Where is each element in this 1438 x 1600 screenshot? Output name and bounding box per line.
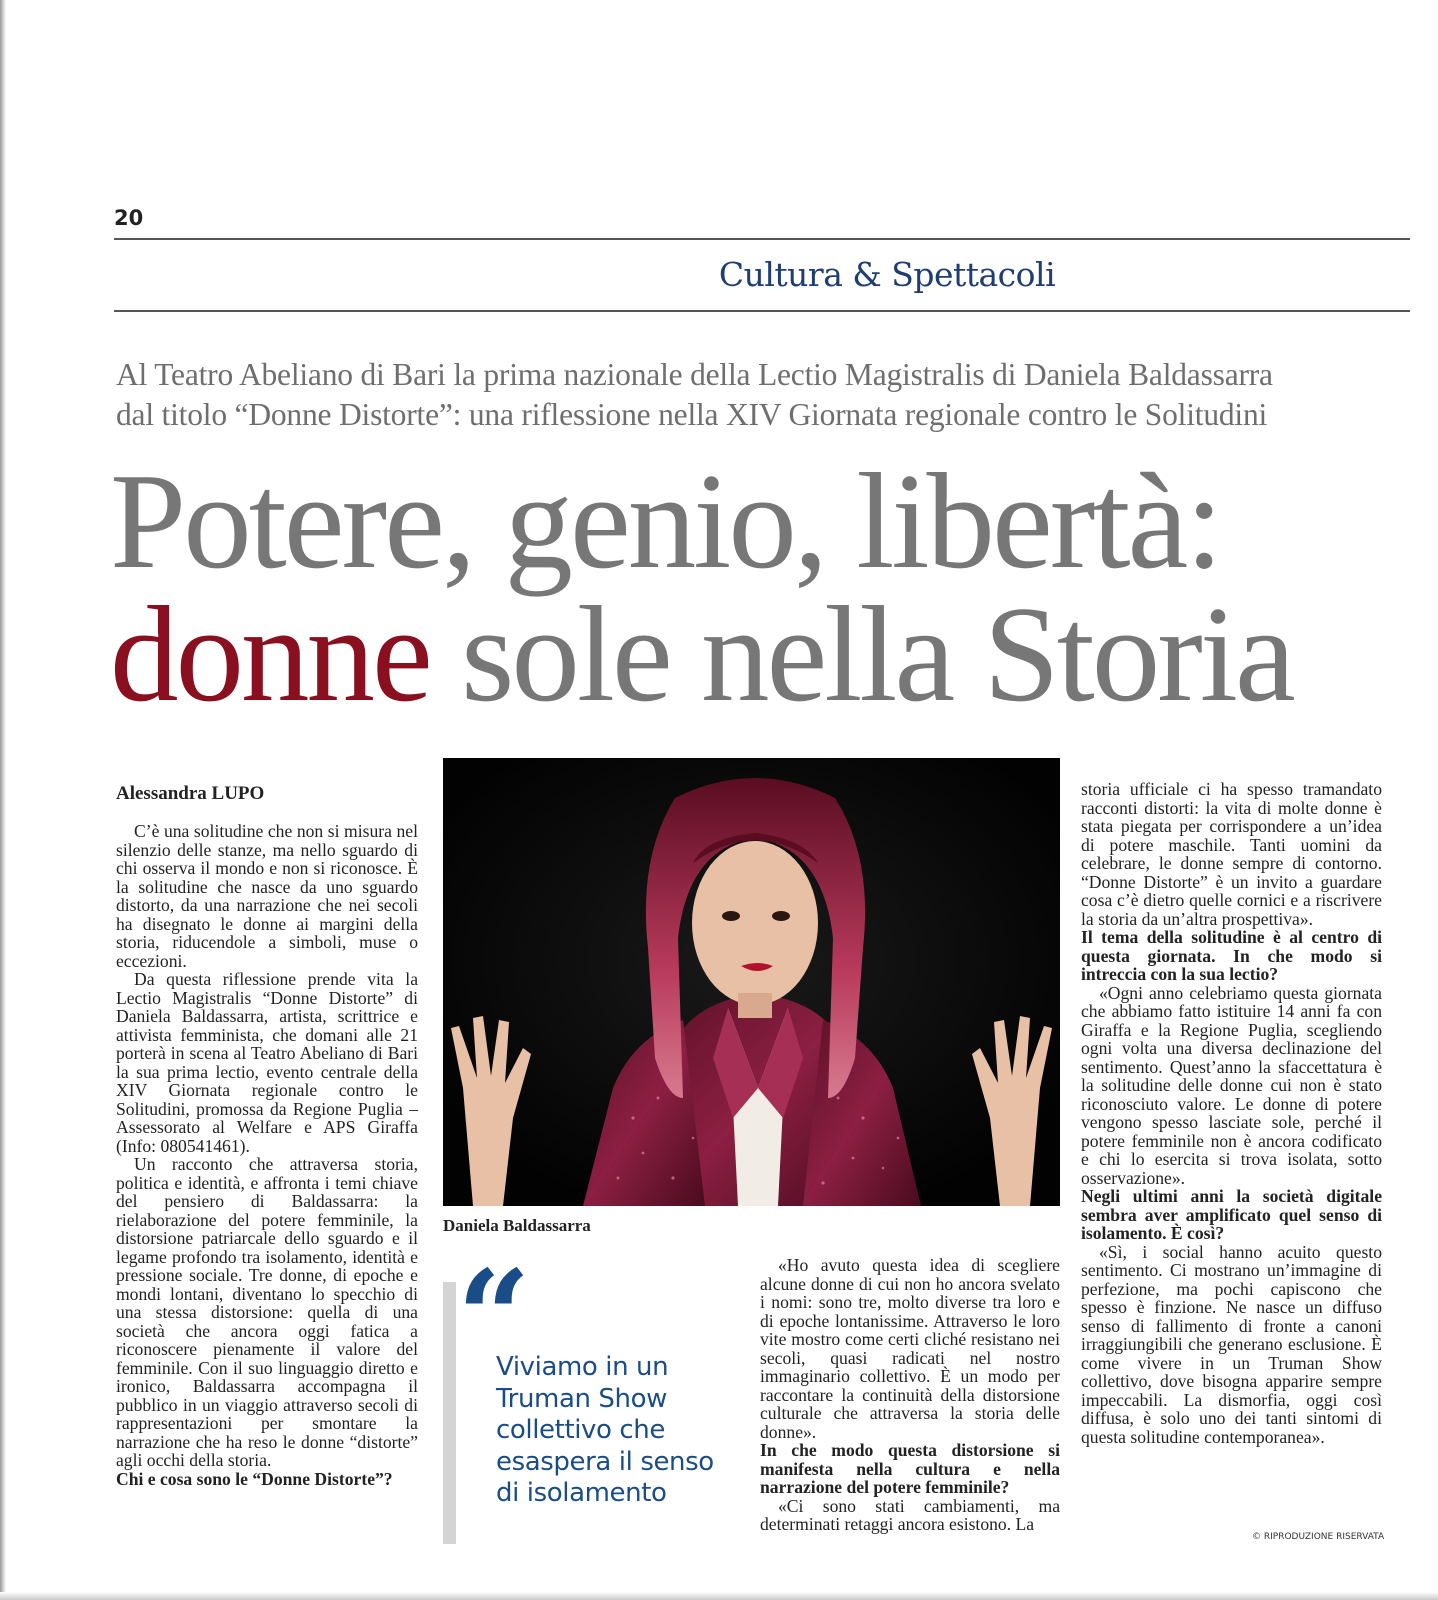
article-column-4 xyxy=(1081,780,1382,1446)
byline: Alessandra LUPO xyxy=(116,783,265,804)
page-bottom-edge xyxy=(0,1592,1438,1600)
section-rule xyxy=(114,310,1410,312)
headline-line-2 xyxy=(110,578,1420,730)
portrait-photo xyxy=(443,758,1060,1206)
kicker xyxy=(116,355,1412,435)
paragraph: storia ufficiale ci ha spesso tramandato racconti distorti: la vita di molte donne è stata piegata per corrispondere a un’idea di potere maschile. Tanti uomini da celebrare, le donne sempre di contorno. “Donne Distorte” è un invito a guardare cosa c’è dietro quelle cornici e a riscrivere la storia da un’altra prospettiva». xyxy=(1081,779,1382,929)
interview-question: Chi e cosa sono le “Donne Distorte”? xyxy=(116,1468,393,1489)
pull-quote xyxy=(443,1243,743,1544)
paragraph: «Ci sono stati cambiamenti, ma determinati retaggi ancora esistono. La xyxy=(760,1495,1060,1534)
paragraph: «Ogni anno celebriamo questa giornata che abbiamo fatto istituire 14 anni fa con Giraffa e la Regione Puglia, scegliendo ogni volta una diversa declinazione del sentimento. Quest’anno la sfaccettatura è la solitudine delle donne cui non è stato riconosciuto valore. Le donne di potere vengono spesso lasciate sole, perché il potere femminile non è ancora codificato e chi lo esercita si trova isolata, sotto osservazione». xyxy=(1081,982,1382,1188)
page-number: 20 xyxy=(114,206,144,230)
paragraph: C’è una solitudine che non si misura nel silenzio delle stanze, ma nello sguardo di chi osserva il mondo e non si riconosce. È la solitudine che nasce da uno sguardo distorto, da una narrazione che nei secoli ha disegnato le donne ai margini della storia, riducendole a simboli, muse o eccezioni. xyxy=(116,821,418,971)
paragraph: Da questa riflessione prende vita la Lectio Magistralis “Donne Distorte” di Daniela Baldassarra, artista, scrittrice e attivista femminista, che domani alle 21 porterà in scena al Teatro Abeliano di Bari la sua prima lectio, evento centrale della XIV Giornata regionale contro le Solitudini, promossa da Regione Puglia – Assessorato al Welfare e APS Giraffa (Info: 080541461). xyxy=(116,969,418,1156)
quote-mark-icon: “ xyxy=(457,1243,531,1393)
headline-rest: sole nella Storia xyxy=(429,578,1293,730)
section-title: Cultura & Spettacoli xyxy=(718,255,1056,294)
headline-line-1: Potere, genio, libertà: xyxy=(110,445,1221,597)
page-edge-shadow xyxy=(0,0,6,1600)
portrait-illustration xyxy=(443,758,1060,1206)
headline-accent-word: donne xyxy=(110,578,430,730)
paragraph: «Ho avuto questa idea di scegliere alcune donne di cui non ho ancora svelato i nomi: sono tre, molto diverse tra loro e di epoche lontanissime. Attraverso le loro vite mostro come certi cliché resistano nei secoli, quasi radicati nel nostro immaginario collettivo. È un modo per raccontare la continuità della distorsione culturale che attraversa la storia delle donne». xyxy=(760,1255,1060,1442)
kicker-line-2: dal titolo “Donne Distorte”: una riflessione nella XIV Giornata regionale contro le Solitudini xyxy=(116,397,1268,432)
interview-question: Negli ultimi anni la società digitale sembra aver amplificato quel senso di isolamento. È così? xyxy=(1081,1186,1382,1243)
paragraph: «Sì, i social hanno acuito questo sentimento. Ci mostrano un’immagine di perfezione, ma pochi capiscono che spesso è finzione. Ne nasce un diffuso senso di fallimento di fronte a canoni irraggiungibili che generano esclusione. È come vivere in un Truman Show collettivo, dove bisogna apparire sempre impeccabili. La dismorfia, oggi così diffusa, è solo uno dei tanti sintomi di questa solitudine contemporanea». xyxy=(1081,1241,1382,1447)
article-column-3 xyxy=(760,1256,1060,1534)
interview-question: In che modo questa distorsione si manifesta nella cultura e nella narrazione del potere femminile? xyxy=(760,1440,1060,1497)
photo-caption: Daniela Baldassarra xyxy=(443,1216,591,1235)
top-rule xyxy=(114,238,1410,240)
article-column-1 xyxy=(116,822,418,1488)
pull-quote-bar xyxy=(443,1282,456,1544)
copyright-notice: © RIPRODUZIONE RISERVATA xyxy=(1252,1532,1385,1542)
headline xyxy=(110,445,1420,730)
kicker-line-1: Al Teatro Abeliano di Bari la prima nazionale della Lectio Magistralis di Daniela Baldassarra xyxy=(116,357,1273,392)
paragraph: Un racconto che attraversa storia, politica e identità, e affronta i temi chiave del pensiero di Baldassarra: la rielaborazione del potere femminile, la distorsione patriarcale dello sguardo e il legame profondo tra isolamento, identità e pressione sociale. Tre donne, di epoche e mondi lontani, diventano lo specchio di una stessa distorsione: quella di una società che ancora oggi fatica a riconoscere pienamente il valore del femminile. Con il suo linguaggio diretto e ironico, Baldassarra accompagna il pubblico in un viaggio attraverso secoli di rappresentazioni per smontare la narrazione che ha reso le donne “distorte” agli occhi della storia. xyxy=(116,1154,418,1470)
interview-question: Il tema della solitudine è al centro di questa giornata. In che modo si intreccia con la sua lectio? xyxy=(1081,927,1382,984)
pull-quote-text: Viviamo in un Truman Show collettivo che esaspera il senso di isolamento xyxy=(496,1352,714,1508)
